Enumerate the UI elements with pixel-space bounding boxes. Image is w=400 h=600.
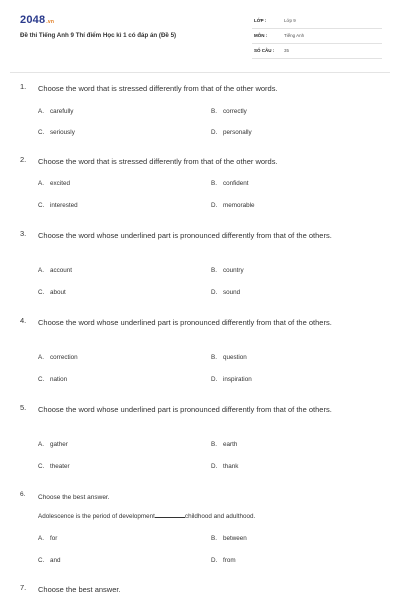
question-number: 1.: [20, 82, 27, 91]
option-a[interactable]: A. carefully: [38, 108, 74, 115]
question-stem: Adolescence is the period of development childhood and adulthood.: [38, 513, 256, 520]
option-c[interactable]: C. theater: [38, 463, 70, 470]
question-text: Choose the word that is stressed differently from that of the other words.: [38, 84, 278, 93]
option-a[interactable]: A. account: [38, 267, 73, 274]
exam-title: Đề thi Tiếng Anh 9 Thí điểm Học kì 1 có đáp án (Đề 5): [20, 32, 177, 39]
question-text: Choose the word whose underlined part is pronounced differently from that of the others.: [38, 231, 332, 240]
option-d[interactable]: D. sound: [211, 289, 241, 296]
option-d[interactable]: D. thank: [211, 463, 239, 470]
option-c[interactable]: C. nation: [38, 376, 68, 383]
meta-label: SỐ CÂU :: [254, 48, 275, 53]
option-b[interactable]: B. confident: [211, 180, 249, 187]
option-d[interactable]: D. memorable: [211, 202, 255, 209]
question-text: Choose the word whose underlined part is pronounced differently from that of the others.: [38, 318, 332, 327]
option-b[interactable]: B. correctly: [211, 108, 247, 115]
question-number: 5.: [20, 403, 27, 412]
option-b[interactable]: B. earth: [211, 441, 238, 448]
question-text: Choose the word whose underlined part is pronounced differently from that of the others.: [38, 405, 332, 414]
question-number: 2.: [20, 155, 27, 164]
option-c[interactable]: C. about: [38, 289, 66, 296]
option-c[interactable]: C. and: [38, 557, 61, 564]
option-b[interactable]: B. question: [211, 354, 247, 361]
meta-label: MÔN :: [254, 33, 268, 38]
option-d[interactable]: D. from: [211, 557, 236, 564]
meta-row-subject: [252, 29, 382, 44]
logo-main: 2048: [20, 14, 46, 26]
site-logo[interactable]: [20, 14, 54, 26]
meta-row-class: [252, 14, 382, 29]
meta-label: LỚP :: [254, 18, 267, 23]
option-d[interactable]: D. personally: [211, 129, 252, 136]
exam-header: [10, 8, 390, 64]
option-d[interactable]: D. inspiration: [211, 376, 252, 383]
question-text: Choose the best answer.: [38, 585, 121, 594]
question-number: 6.: [20, 491, 26, 498]
question-number: 3.: [20, 229, 27, 238]
meta-value: Lớp 9: [284, 18, 296, 23]
answer-blank: [155, 512, 185, 518]
exam-meta: [252, 14, 382, 59]
question-text: Choose the word that is stressed differently from that of the other words.: [38, 157, 278, 166]
option-b[interactable]: B. country: [211, 267, 244, 274]
option-c[interactable]: C. seriously: [38, 129, 75, 136]
meta-value: 35: [284, 48, 290, 53]
exam-page: [10, 8, 390, 600]
question-number: 4.: [20, 316, 27, 325]
meta-value: Tiếng Anh: [284, 33, 305, 38]
option-a[interactable]: A. for: [38, 535, 58, 542]
option-a[interactable]: A. correction: [38, 354, 78, 361]
logo-suffix: .vn: [46, 19, 55, 25]
option-c[interactable]: C. interested: [38, 202, 78, 209]
option-a[interactable]: A. excited: [38, 180, 70, 187]
question-number: 7.: [20, 583, 27, 592]
option-b[interactable]: B. between: [211, 535, 247, 542]
option-a[interactable]: A. gather: [38, 441, 68, 448]
question-text: Choose the best answer.: [38, 494, 110, 501]
meta-row-count: [252, 44, 382, 59]
header-divider: [10, 72, 390, 73]
